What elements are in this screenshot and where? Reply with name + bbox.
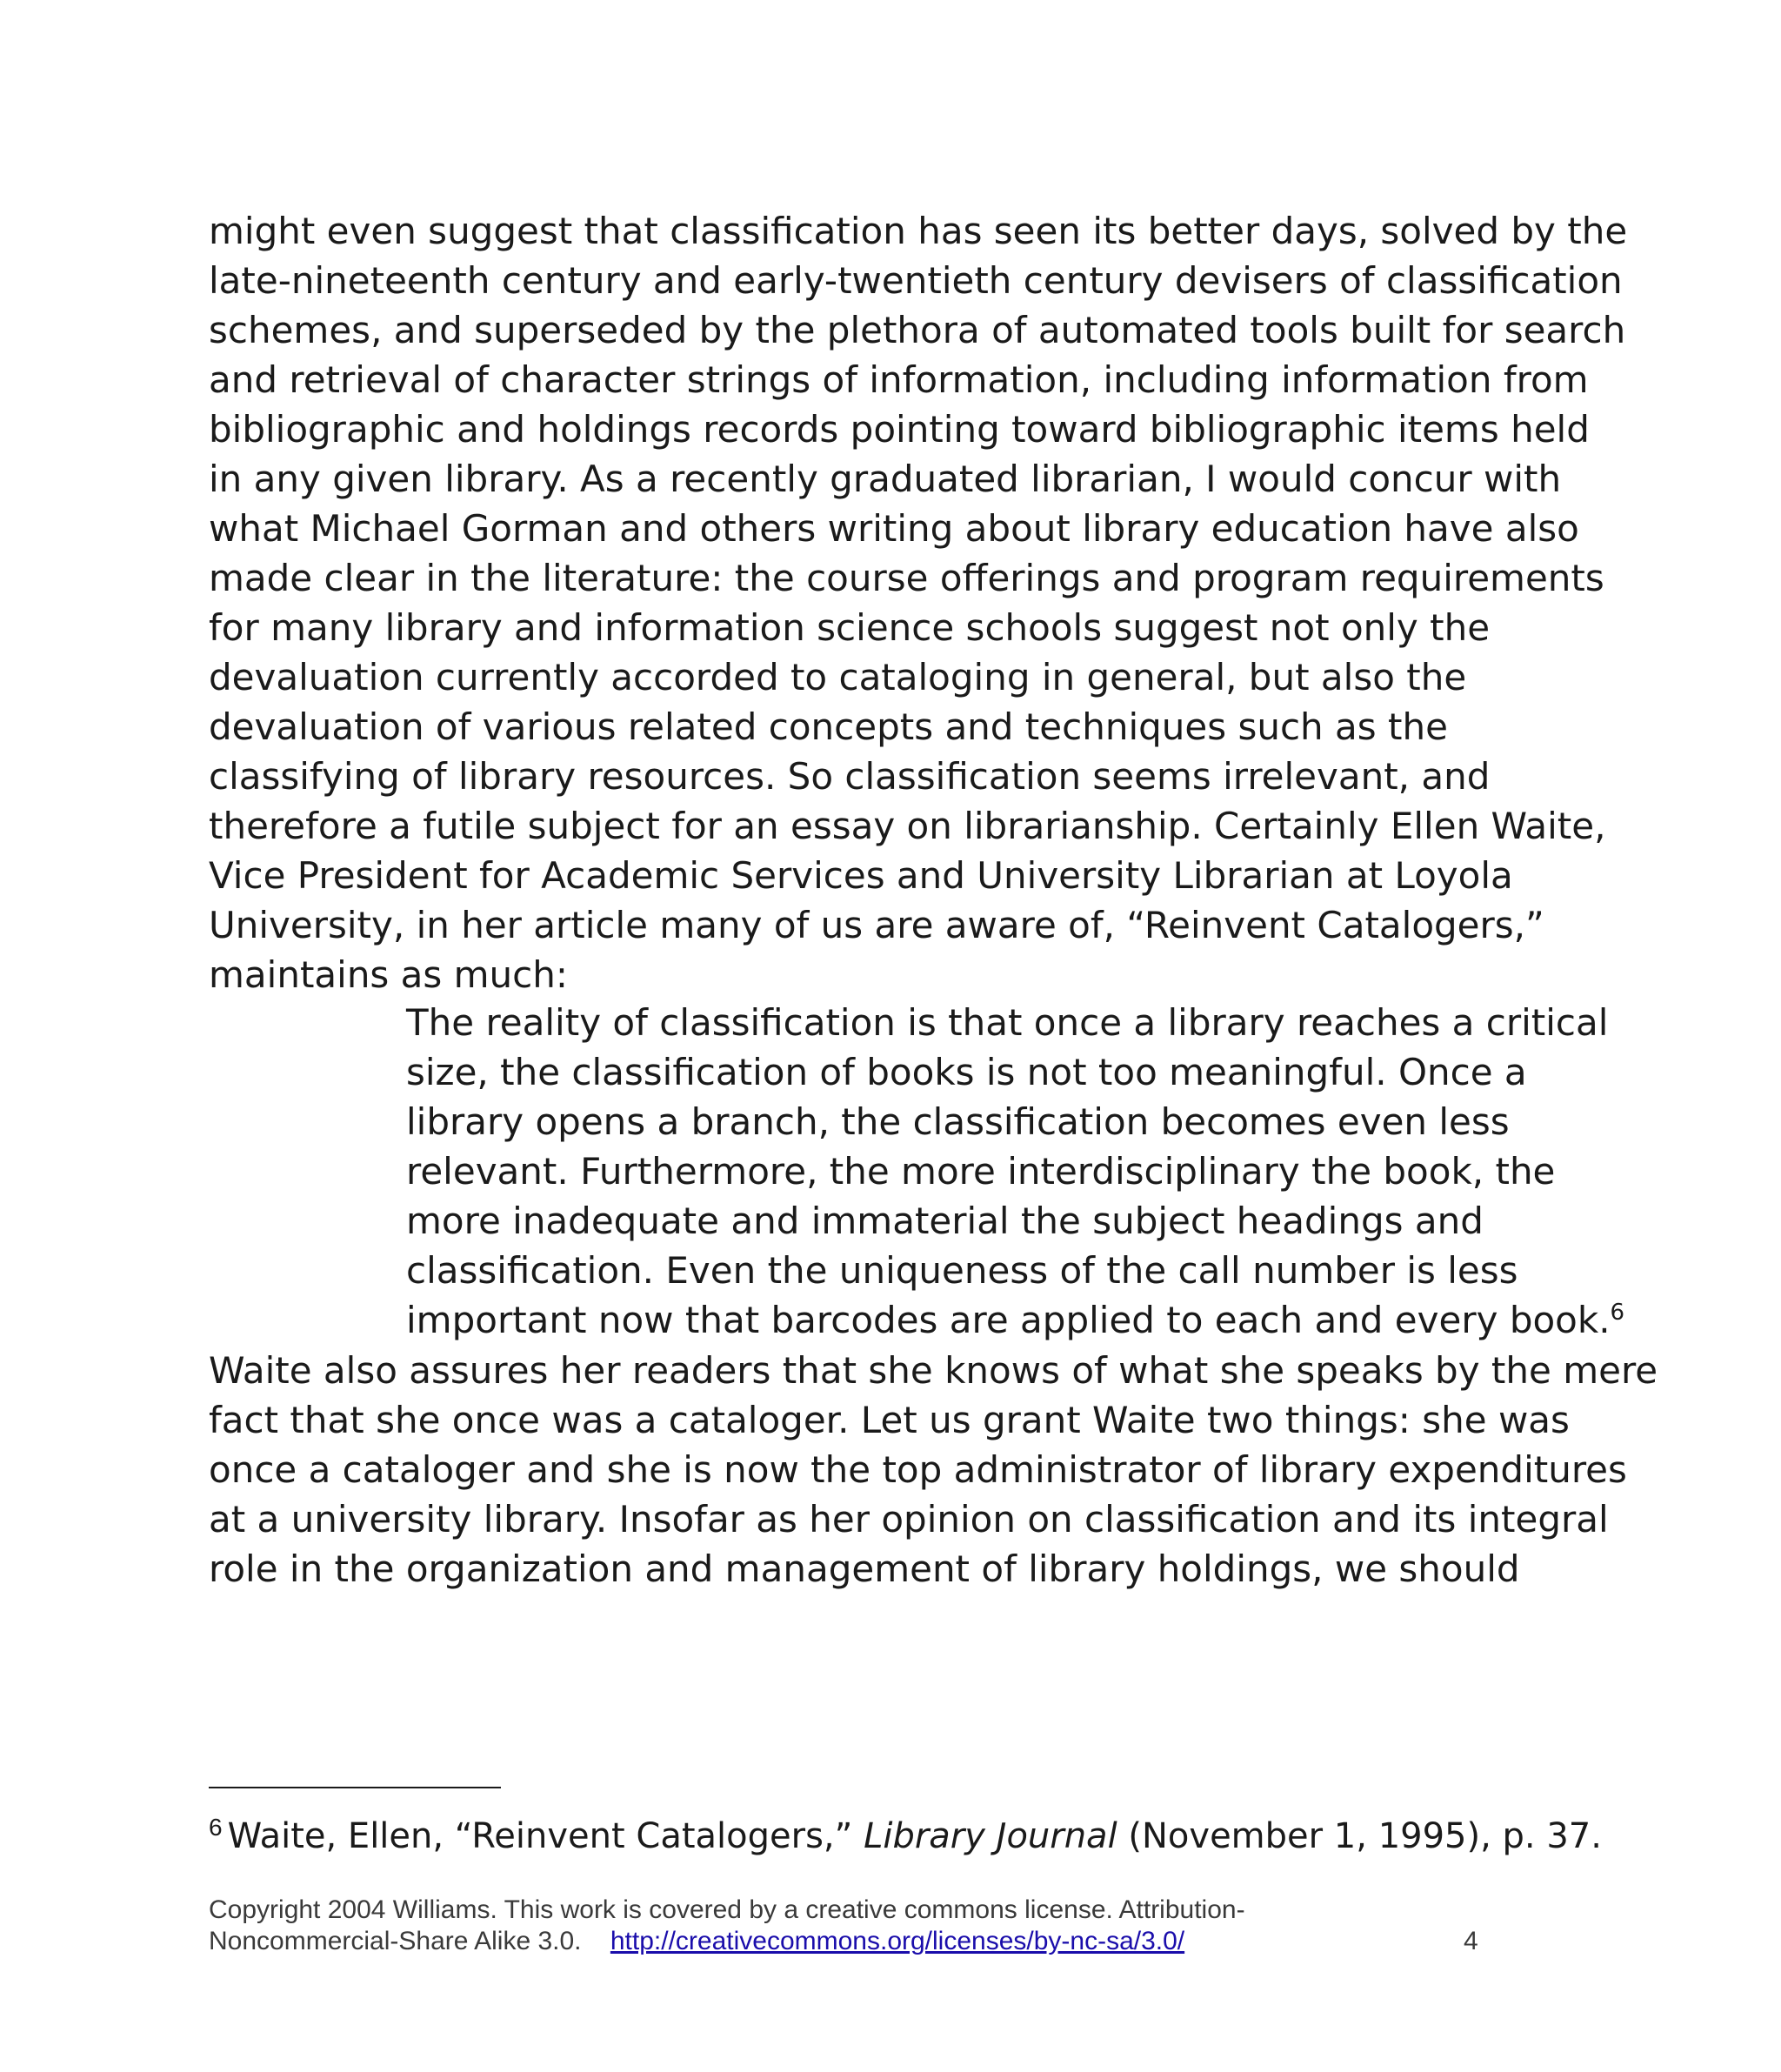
footnote-number: 6 (209, 1813, 223, 1841)
text-line: might even suggest that classification has seen its better days, solved by the (209, 210, 1628, 252)
text-line: at a university library. Insofar as her opinion on classification and its integral (209, 1498, 1609, 1541)
footnote-divider (209, 1787, 501, 1788)
text-line: and retrieval of character strings of information, including information from (209, 358, 1589, 401)
text-line: for many library and information science schools suggest not only the (209, 606, 1491, 649)
text-line: schemes, and superseded by the plethora of automated tools built for search (209, 309, 1626, 351)
footnote (209, 1814, 1600, 1859)
quote-line: classification. Even the uniqueness of the call number is less (406, 1249, 1518, 1292)
text-line: maintains as much: (209, 953, 569, 996)
block-quote (406, 998, 1625, 1345)
copyright-line: Copyright 2004 Williams. This work is covered by a creative commons license. Attribution- (209, 1895, 1245, 1924)
footnote-text-after: (November 1, 1995), p. 37. (1117, 1816, 1602, 1856)
quote-line: size, the classification of books is not too meaningful. Once a (406, 1051, 1527, 1093)
text-line: devaluation of various related concepts and techniques such as the (209, 705, 1448, 748)
quote-line-text: important now that barcodes are applied to each and every book. (406, 1299, 1611, 1341)
page-number: 4 (1464, 1927, 1478, 1955)
text-line: Vice President for Academic Services and University Librarian at Loyola (209, 854, 1513, 897)
page-footer (209, 1895, 1496, 1957)
quote-line-last (406, 1295, 1625, 1345)
license-text: Noncommercial-Share Alike 3.0. (209, 1927, 610, 1955)
license-link[interactable]: http://creativecommons.org/licenses/by-nc-sa/3.0/ (610, 1927, 1185, 1955)
text-line: fact that she once was a cataloger. Let us grant Waite two things: she was (209, 1399, 1570, 1441)
text-line: devaluation currently accorded to cataloging in general, but also the (209, 656, 1467, 698)
text-line: in any given library. As a recently graduated librarian, I would concur with (209, 458, 1562, 500)
text-line: once a cataloger and she is now the top administrator of library expenditures (209, 1448, 1627, 1491)
text-line: University, in her article many of us are aware of, “Reinvent Catalogers,” (209, 904, 1544, 946)
text-line: late-nineteenth century and early-twentieth century devisers of classification (209, 259, 1623, 302)
footnote-journal: Library Journal (864, 1816, 1117, 1856)
quote-line: The reality of classification is that once a library reaches a critical (406, 1001, 1609, 1044)
footnote-text-before: Waite, Ellen, “Reinvent Catalogers,” (227, 1816, 864, 1856)
footnote-reference[interactable]: 6 (1610, 1300, 1625, 1326)
text-line: therefore a futile subject for an essay on librarianship. Certainly Ellen Waite, (209, 805, 1606, 847)
paragraph-bottom (209, 1346, 1658, 1594)
license-line (209, 1926, 1496, 1957)
quote-line: relevant. Furthermore, the more interdisciplinary the book, the (406, 1150, 1556, 1193)
text-line: Waite also assures her readers that she knows of what she speaks by the mere (209, 1349, 1658, 1392)
text-line: what Michael Gorman and others writing about library education have also (209, 507, 1579, 550)
quote-line: library opens a branch, the classification becomes even less (406, 1100, 1510, 1143)
text-line: role in the organization and management of library holdings, we should (209, 1547, 1520, 1590)
text-line: made clear in the literature: the course offerings and program requirements (209, 557, 1604, 599)
text-line: bibliographic and holdings records pointing toward bibliographic items held (209, 408, 1590, 451)
quote-line: more inadequate and immaterial the subject headings and (406, 1200, 1484, 1242)
paragraph-top (209, 206, 1628, 999)
text-line: classifying of library resources. So classification seems irrelevant, and (209, 755, 1491, 798)
